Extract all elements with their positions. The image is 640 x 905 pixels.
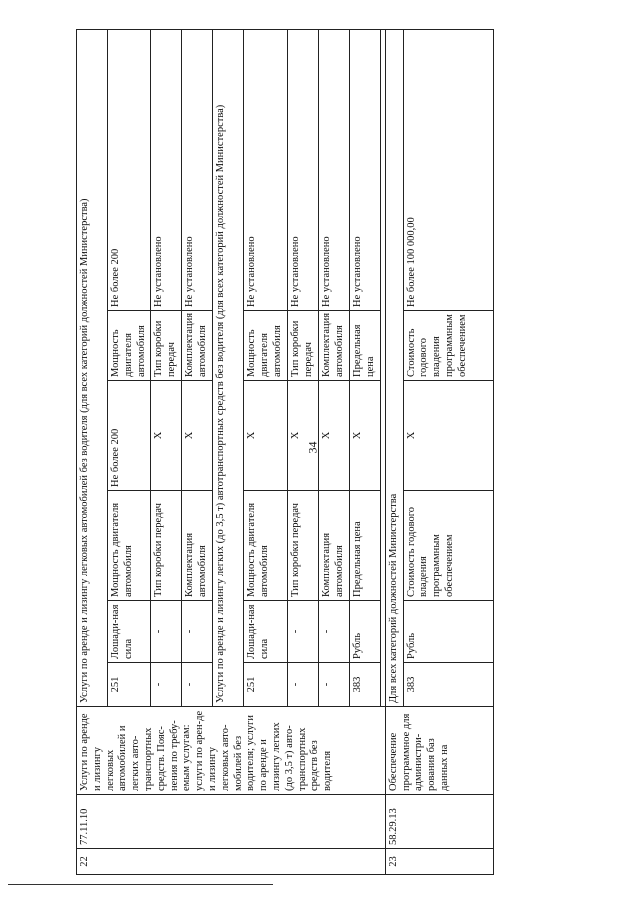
page-number: 34	[305, 441, 320, 454]
characteristic: Стоимость годового владения программным обеспечением	[403, 311, 493, 381]
characteristic: Комплектация автомобиля	[182, 311, 213, 381]
characteristic-value: Не установлено	[349, 29, 380, 310]
okei-name: Лошади-ная сила	[108, 601, 151, 663]
okei-code: -	[151, 663, 182, 707]
okpd-code: 58.29.13	[385, 795, 493, 849]
requirements-table	[76, 29, 494, 875]
characteristic: Тип коробки передач	[151, 311, 182, 381]
okei-name: -	[318, 601, 349, 663]
okei-name: Лошади-ная сила	[244, 601, 287, 663]
characteristic: Тип коробки передач	[287, 491, 318, 601]
characteristic-value: Х	[244, 381, 287, 491]
footnote-rule	[8, 884, 273, 885]
okei-code: 251	[108, 663, 151, 707]
characteristic-value: Не более 200	[108, 29, 151, 310]
group-title: Услуги по аренде и лизингу легковых автомобилей без водителя (для всех категорий должностей Министерства)	[77, 29, 108, 706]
characteristic-value: Х	[318, 381, 349, 491]
row-number: 23	[385, 849, 493, 875]
characteristic-value: Не установлено	[244, 29, 287, 310]
item-name: Обеспечение программное для администри-рования баз данных на	[385, 707, 493, 795]
okei-name: -	[182, 601, 213, 663]
okei-code: -	[182, 663, 213, 707]
characteristic: Тип коробки передач	[287, 311, 318, 381]
characteristic: Предельная цена	[349, 311, 380, 381]
characteristic-value: Не установлено	[182, 29, 213, 310]
characteristic-value: Не установлено	[318, 29, 349, 310]
characteristic: Комплектация автомобиля	[182, 491, 213, 601]
characteristic-value: Х	[287, 381, 318, 491]
okei-code: -	[318, 663, 349, 707]
okei-name: Рубль	[349, 601, 380, 663]
okei-code: 383	[349, 663, 380, 707]
characteristic: Мощность двигателя автомобиля	[244, 491, 287, 601]
okei-name: -	[287, 601, 318, 663]
characteristic-value: Не более 100 000,00	[403, 29, 493, 310]
characteristic-value: Х	[403, 381, 493, 491]
characteristic-value: Х	[182, 381, 213, 491]
characteristic-value: Не более 200	[108, 381, 151, 491]
okei-code: 383	[403, 663, 493, 707]
characteristic-value: Х	[151, 381, 182, 491]
okei-code: -	[287, 663, 318, 707]
characteristic: Мощность двигателя автомобиля	[244, 311, 287, 381]
group-title: Для всех категорий должностей Министерства	[385, 29, 403, 706]
characteristic: Тип коробки передач	[151, 491, 182, 601]
characteristic-value: Не установлено	[151, 29, 182, 310]
characteristic: Комплектация автомобиля	[318, 311, 349, 381]
group-title: Услуги по аренде и лизингу легких (до 3,5 т) автотранспортных средств без водителя (для всех категорий должностей Министерства)	[213, 29, 244, 706]
okei-name: Рубль	[403, 601, 493, 663]
row-number: 22	[77, 849, 386, 875]
characteristic: Предельная цена	[349, 491, 380, 601]
characteristic: Мощность двигателя автомобиля	[108, 311, 151, 381]
rotated-page-content	[76, 30, 599, 875]
characteristic: Комплектация автомобиля	[318, 491, 349, 601]
characteristic-value: Х	[349, 381, 380, 491]
table-row	[77, 29, 108, 874]
okei-name: -	[151, 601, 182, 663]
item-name: Услуги по аренде и лизингу легковых автомобилей и легких авто-транспортных средств. Пояс-нения по требу-емым услугам: услуги по арен-де и лизингу легковых авто-мобилей без водителя; услуги по аренде и лизингу легких (до 3,5 т) авто-транспортных средств без водителя	[77, 707, 386, 795]
okpd-code: 77.11.10	[77, 795, 386, 849]
okei-code: 251	[244, 663, 287, 707]
table-row	[385, 29, 403, 874]
characteristic-value: Не установлено	[287, 29, 318, 310]
characteristic: Стоимость годового владения программным обеспечением	[403, 491, 493, 601]
characteristic: Мощность двигателя автомобиля	[108, 491, 151, 601]
